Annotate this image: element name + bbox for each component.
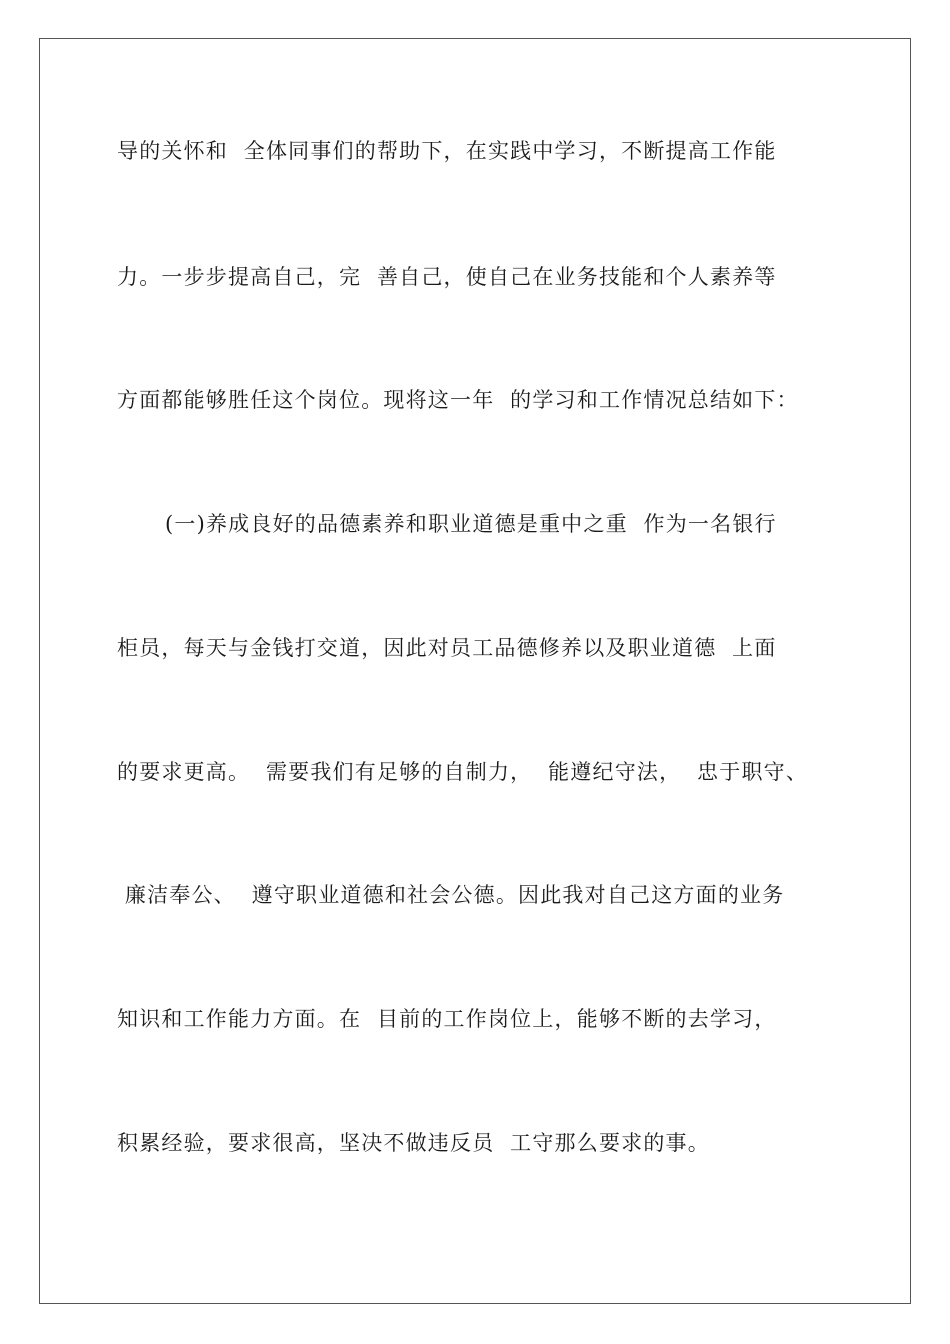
text-line-5: 柜员，每天与金钱打交道，因此对员工品德修养以及职业道德 上面 — [117, 636, 777, 660]
text-line-6: 的要求更高。 需要我们有足够的自制力， 能遵纪守法， 忠于职守、 — [117, 760, 809, 784]
text-line-9: 积累经验，要求很高，坚决不做违反员 工守那么要求的事。 — [117, 1131, 710, 1155]
text-line-1: 导的关怀和 全体同事们的帮助下，在实践中学习，不断提高工作能 — [117, 139, 777, 163]
text-line-3: 方面都能够胜任这个岗位。现将这一年 的学习和工作情况总结如下： — [117, 388, 799, 412]
page-border — [39, 38, 911, 1304]
text-line-2: 力。一步步提高自己，完 善自己，使自己在业务技能和个人素养等 — [117, 265, 777, 289]
text-line-8: 知识和工作能力方面。在 目前的工作岗位上，能够不断的去学习， — [117, 1007, 777, 1031]
section-heading-line: (一)养成良好的品德素养和职业道德是重中之重 作为一名银行 — [165, 512, 777, 536]
text-line-7: 廉洁奉公、 遵守职业道德和社会公德。因此我对自己这方面的业务 — [117, 883, 785, 907]
